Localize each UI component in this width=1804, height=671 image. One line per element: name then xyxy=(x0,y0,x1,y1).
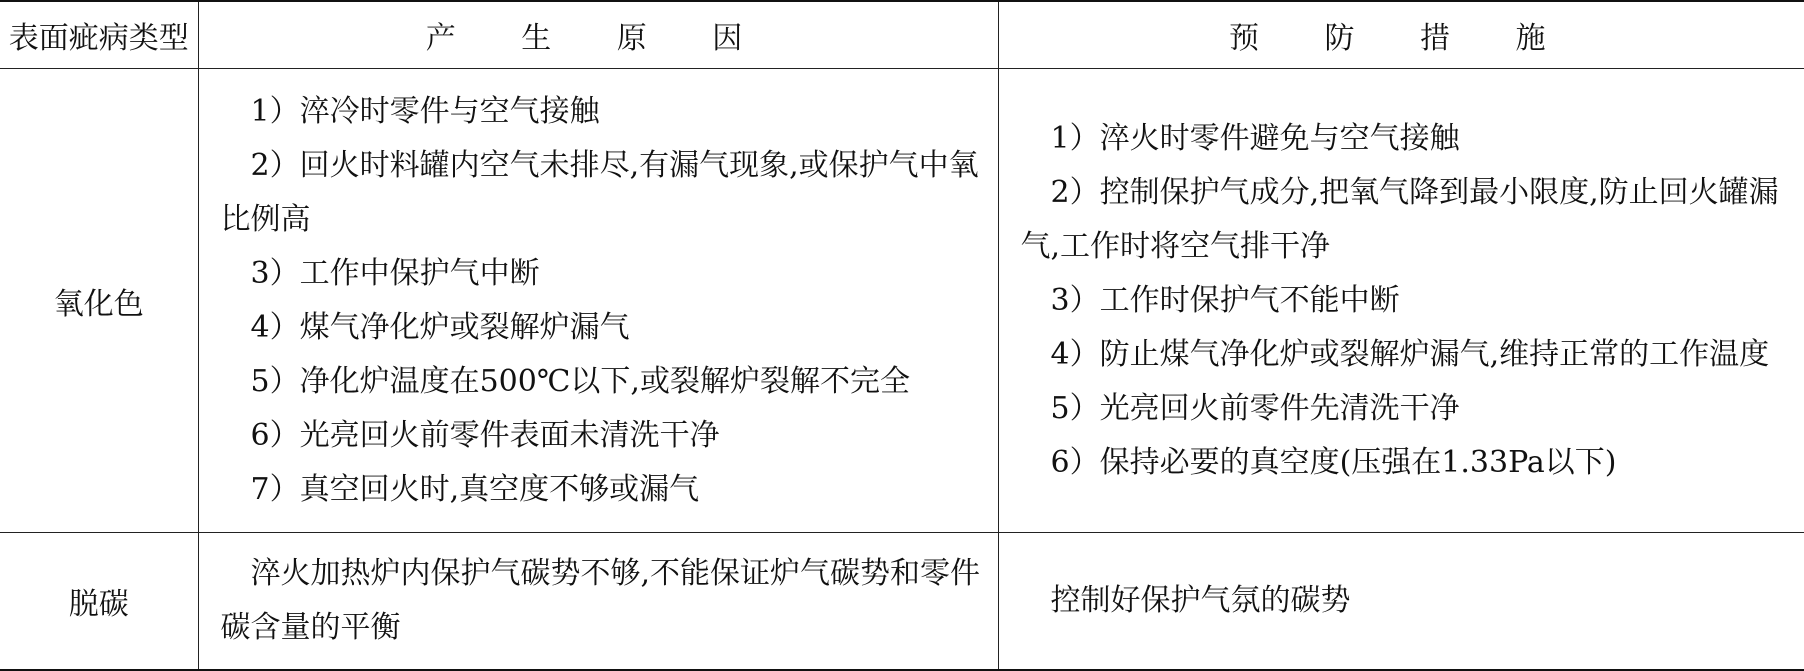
header-defect-type: 表面疵病类型 xyxy=(0,1,198,69)
cause-item: 1）淬冷时零件与空气接触 xyxy=(250,93,600,129)
cause-item: 淬火加热炉内保护气碳势不够,不能保证炉气碳势和零件碳含量的平衡 xyxy=(220,556,981,645)
prevention-item: 4）防止煤气净化炉或裂解炉漏气,维持正常的工作温度 xyxy=(1050,336,1770,372)
cause-item: 3）工作中保护气中断 xyxy=(250,255,540,291)
table-row-decarburization xyxy=(0,533,1804,671)
defect-type-cell: 脱碳 xyxy=(0,533,198,671)
prevention-item: 2）控制保护气成分,把氧气降到最小限度,防止回火罐漏气,工作时将空气排干净 xyxy=(1020,174,1779,264)
cause-item: 7）真空回火时,真空度不够或漏气 xyxy=(250,471,700,507)
cause-item: 4）煤气净化炉或裂解炉漏气 xyxy=(250,309,630,345)
header-prevention: 预 防 措 施 xyxy=(998,1,1804,69)
prevention-item: 控制好保护气氛的碳势 xyxy=(1050,583,1351,618)
header-cause: 产 生 原 因 xyxy=(198,1,998,69)
cause-item: 6）光亮回火前零件表面未清洗干净 xyxy=(250,417,720,453)
defect-type-cell: 氧化色 xyxy=(0,69,198,533)
prevention-cell xyxy=(998,69,1804,533)
prevention-item: 6）保持必要的真空度(压强在1.33Pa以下) xyxy=(1050,444,1617,480)
table-row-oxidation xyxy=(0,69,1804,533)
prevention-item: 1）淬火时零件避免与空气接触 xyxy=(1050,120,1460,156)
prevention-item: 3）工作时保护气不能中断 xyxy=(1050,282,1400,318)
cause-cell xyxy=(198,533,998,671)
table-header-row xyxy=(0,1,1804,69)
cause-item: 5）净化炉温度在500℃以下,或裂解炉裂解不完全 xyxy=(250,363,910,399)
cause-cell xyxy=(198,69,998,533)
prevention-cell xyxy=(998,533,1804,671)
cause-item: 2）回火时料罐内空气未排尽,有漏气现象,或保护气中氧比例高 xyxy=(220,147,979,237)
prevention-item: 5）光亮回火前零件先清洗干净 xyxy=(1050,390,1460,426)
